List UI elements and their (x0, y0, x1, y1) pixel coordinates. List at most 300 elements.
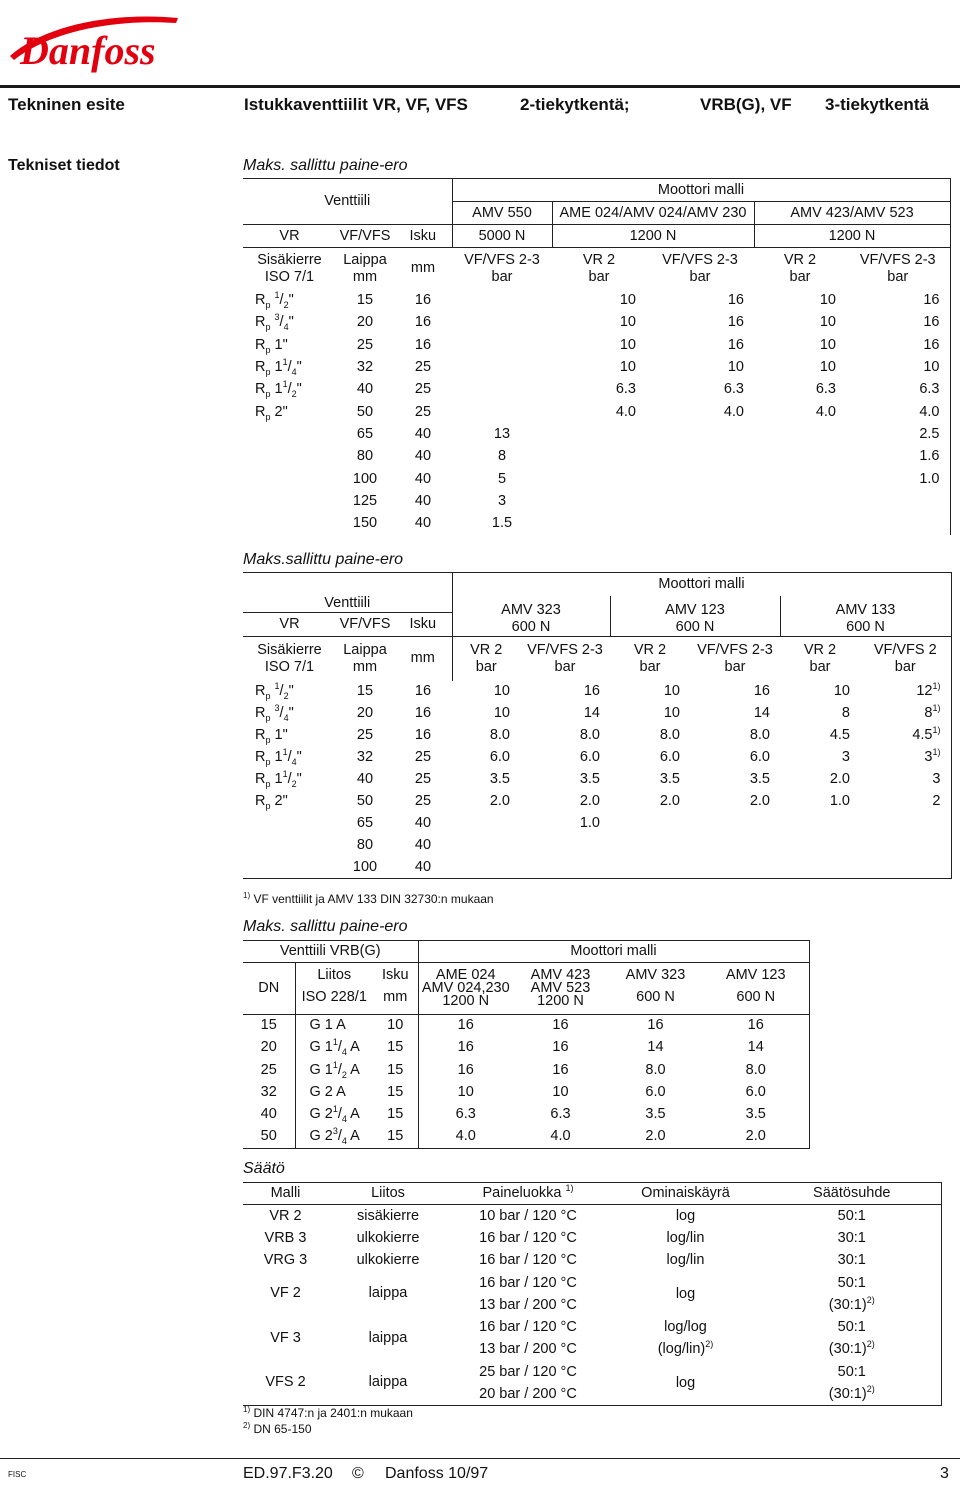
cell-connection: sisäkierre (356, 1207, 420, 1224)
table-row (243, 1081, 809, 1103)
cell-a: 2.0 (489, 793, 510, 809)
cell-e: 1.0 (846, 468, 950, 490)
cell-a: 1.5 (491, 515, 513, 532)
cell-a (452, 334, 552, 356)
col-internal-thread: Sisäkierre ISO 7/1 (243, 637, 336, 681)
thread-size: G 1 A (309, 1017, 346, 1034)
cell-a: 6.0 (489, 749, 510, 765)
cell-g (860, 747, 951, 769)
cell-g (860, 725, 951, 747)
size-whole: 1" (274, 336, 288, 353)
cell-d (754, 490, 846, 512)
col-characteristic: Ominaiskäyrä (608, 1183, 763, 1205)
size-sub: p (265, 300, 271, 311)
cell-d: 14 (703, 1037, 809, 1059)
cell-ratio (763, 1227, 941, 1249)
thread-tail: A (346, 1128, 360, 1145)
motor-header: Moottori malli (418, 941, 809, 963)
col-pressure: Paineluokka $^{1)}$ (448, 1183, 608, 1205)
table-row (243, 1249, 941, 1271)
size-cell: $R_p$ $1^1/_4$" (255, 747, 302, 767)
ratio-1: 30:1 (837, 1252, 866, 1269)
size-den: 4 (283, 712, 289, 723)
cell-stroke: 10 (387, 1017, 404, 1034)
cell-s: 40 (414, 425, 432, 442)
cell-s: 40 (394, 857, 452, 879)
ratio-1: 50:1 (837, 1319, 866, 1336)
cell-e: 6.3 (846, 379, 950, 401)
cell-c: 10 (663, 705, 680, 721)
size-den: 2 (283, 690, 289, 701)
size-post: " (288, 292, 294, 309)
cell-a: 10 (418, 1081, 513, 1103)
motor-amv423: AMV 423/AMV 523 (754, 202, 950, 225)
cell-c: 6.0 (645, 1084, 666, 1101)
ratio-2-note: 2) (866, 1339, 875, 1350)
char-1: log/lin (666, 1230, 705, 1247)
cell-d: 2.0 (703, 1126, 809, 1148)
cell-s: 25 (414, 359, 432, 376)
size-sub: p (265, 366, 271, 377)
cell-f: 40 (356, 381, 374, 398)
ratio-2: (30:1) (828, 1341, 867, 1358)
table1 (243, 178, 951, 535)
col-c1: VF/VFS 2-3 bar (464, 251, 540, 285)
cell-ratio (763, 1272, 941, 1317)
col-vr: VR (243, 613, 336, 637)
cell-f: 80 (356, 448, 374, 465)
col-flange: Laippa mm (336, 637, 394, 681)
col-stroke-mm: mm (394, 637, 452, 681)
col-c3: VF/VFS 2-3 bar (662, 251, 738, 285)
size-post: " (296, 771, 302, 787)
cell-f: 150 (352, 515, 378, 532)
cell-a (452, 813, 520, 835)
product-title: Istukkaventtiilit VR, VF, VFS (244, 95, 468, 114)
table-row (243, 769, 951, 791)
size-sub: p (265, 411, 271, 422)
motor-ame024: AME 024 AMV 024,230 1200 N (418, 963, 513, 1015)
char-1: log/lin (666, 1252, 705, 1269)
cell-d (754, 423, 846, 445)
cell-b: 4.0 (513, 1126, 608, 1148)
pressure-1: 16 bar / 120 °C (479, 1252, 577, 1269)
col-internal-thread: Sisäkierre ISO 7/1 (257, 251, 322, 285)
cell-s: 40 (414, 515, 432, 532)
cell-dn: 32 (243, 1081, 295, 1103)
col-c4: VR 2 bar (783, 251, 817, 285)
size-den: 2 (283, 300, 289, 311)
cell-e: 1.0 (829, 793, 850, 809)
motor-amv423: AMV 423 AMV 523 1200 N (513, 963, 608, 1015)
cell-a: 5 (497, 470, 507, 487)
thread-num: 1 (332, 1059, 338, 1070)
thread-den: 4 (341, 1047, 347, 1058)
cell-s: 25 (414, 381, 432, 398)
cell-d: 16 (753, 683, 770, 699)
ratio-1: 50:1 (837, 1363, 866, 1380)
cell-g-value: 8 (924, 705, 933, 721)
col-c2: VR 2 bar (582, 251, 616, 285)
cell-b: 6.3 (615, 381, 636, 398)
cell-pressure (448, 1361, 608, 1406)
size-whole: 1 (274, 749, 283, 765)
cell-s: 40 (414, 470, 432, 487)
size-den: 4 (291, 366, 297, 377)
cell-e: 10 (833, 683, 850, 699)
cell-b: 1.0 (579, 815, 600, 831)
cell-c (610, 835, 690, 857)
table-row (243, 791, 951, 813)
cell-e: 1.6 (846, 446, 950, 468)
cell-b (520, 835, 610, 857)
cell-ratio (763, 1316, 941, 1361)
cell-pressure (448, 1316, 608, 1361)
doc-type: Tekninen esite (8, 95, 125, 114)
pressure-1: 16 bar / 120 °C (479, 1319, 577, 1336)
cell-a: 4.0 (418, 1126, 513, 1148)
cell-c (610, 813, 690, 835)
size-whole: 1 (274, 381, 283, 398)
cell-c (610, 857, 690, 879)
motor-header: Moottori malli (452, 573, 951, 596)
cell-f: 65 (356, 425, 374, 442)
table2-caption: Maks.sallittu paine-ero (243, 551, 404, 568)
cell-f: 15 (356, 683, 374, 699)
char-1: log (675, 1374, 696, 1391)
cell-s: 16 (414, 336, 432, 353)
size-prefix: R (255, 749, 266, 765)
cell-s: 40 (414, 448, 432, 465)
cell-dn: 20 (243, 1037, 295, 1059)
cell-d (754, 446, 846, 468)
cell-c: 4.0 (723, 403, 744, 420)
cell-f: 25 (356, 727, 374, 743)
cell-f: 125 (352, 492, 378, 509)
cell-dn: 15 (243, 1015, 295, 1037)
cell-c: 6.0 (659, 749, 680, 765)
brand-date: Danfoss 10/97 (385, 1465, 489, 1482)
table1-caption: Maks. sallittu paine-ero (243, 157, 408, 174)
cell-b (552, 490, 646, 512)
cell-a: 8.0 (489, 727, 510, 743)
size-cell: $R_p$ $^3/_4$" (255, 312, 294, 333)
cell-b: 4.0 (615, 403, 636, 420)
cell-a (452, 290, 552, 312)
cell-b: 10 (619, 336, 636, 353)
cell-model: VF 2 (270, 1285, 301, 1302)
size-den: 4 (291, 756, 297, 767)
footer-rule (0, 1458, 960, 1459)
cell-e (780, 813, 860, 835)
cell-b: 6.3 (550, 1106, 571, 1123)
cell-d (690, 813, 780, 835)
char-2: (log/lin) (657, 1341, 706, 1358)
table4 (243, 1182, 942, 1406)
col-c0: VR 2 bar (452, 637, 520, 681)
table-row (243, 857, 951, 879)
ratio-1: 50:1 (837, 1274, 866, 1291)
cell-model: VF 3 (270, 1329, 301, 1346)
cell-s: 16 (414, 705, 432, 721)
cell-dn: 25 (243, 1059, 295, 1081)
cell-stroke: 15 (373, 1126, 418, 1148)
cell-c: 3.5 (645, 1106, 666, 1123)
cell-a: 8 (497, 448, 507, 465)
cell-a (452, 379, 552, 401)
cell-a (452, 835, 520, 857)
cell-d: 2.0 (749, 793, 770, 809)
thread-den: 2 (341, 1069, 347, 1080)
cell-connection: ulkokierre (356, 1251, 420, 1268)
cell-stroke: 15 (387, 1061, 404, 1078)
size-cell: $R_p$ $^1/_2$" (255, 681, 294, 701)
cell-e: 16 (846, 312, 950, 334)
cell-s: 16 (414, 292, 432, 309)
force-5000: 5000 N (452, 225, 552, 248)
char-1: log (675, 1208, 696, 1224)
cell-b (552, 423, 646, 445)
table3-caption: Maks. sallittu paine-ero (243, 918, 408, 935)
cell-f: 100 (352, 470, 378, 487)
cell-b (552, 446, 646, 468)
thread-size: G 2 (309, 1128, 333, 1145)
page-number: 3 (940, 1465, 949, 1482)
size-cell (243, 490, 336, 512)
cell-b: 10 (619, 314, 636, 331)
size-sub: p (265, 322, 271, 333)
cell-pressure (448, 1205, 608, 1228)
cell-d: 3.5 (703, 1104, 809, 1126)
venttiili-header: Venttiili (243, 179, 452, 225)
size-prefix: R (255, 314, 266, 331)
cell-a: 3 (497, 492, 507, 509)
char-1: log (675, 1285, 696, 1302)
table-row (243, 512, 950, 534)
size-cell: $R_p$ $^1/_2$" (255, 290, 294, 311)
table-row (243, 446, 950, 468)
cell-b: 16 (552, 1061, 569, 1078)
cell-b (552, 468, 646, 490)
cell-b: 14 (583, 705, 600, 721)
col-c1: VF/VFS 2-3 bar (520, 637, 610, 681)
table-row (243, 1059, 809, 1081)
cell-dn: 50 (243, 1126, 295, 1148)
cell-g (860, 681, 951, 703)
cell-d: 6.0 (703, 1081, 809, 1103)
cell-d: 14 (753, 705, 770, 721)
cell-f: 50 (356, 403, 374, 420)
cell-s: 25 (414, 403, 432, 420)
cell-g-note: 1) (932, 725, 941, 736)
size-cell (243, 813, 336, 835)
cell-b (552, 512, 646, 534)
cell-c: 8.0 (659, 727, 680, 743)
size-cell (243, 835, 336, 857)
col-stroke: Isku (394, 225, 452, 248)
cell-f: 32 (356, 749, 374, 765)
col-stroke-mm: mm (410, 260, 436, 277)
thread-tail: A (346, 1106, 360, 1123)
table-row (243, 725, 951, 747)
size-post: " (296, 381, 302, 398)
motor-amv323: AMV 323 600 N (608, 963, 703, 1015)
cell-c: 3.5 (659, 771, 680, 787)
size-den: 4 (283, 322, 289, 333)
ratio-2: (30:1) (828, 1296, 867, 1313)
size-post: " (296, 359, 302, 376)
cell-a (452, 857, 520, 879)
cell-f: 100 (336, 857, 394, 879)
cell-d: 10 (819, 359, 836, 376)
cell-a: 10 (493, 683, 510, 699)
cell-d: 10 (819, 336, 836, 353)
size-cell: $R_p$ $1^1/_4$" (255, 357, 302, 377)
size-sub: p (265, 800, 271, 811)
cell-connection: laippa (368, 1329, 408, 1346)
pressure-2: 20 bar / 200 °C (479, 1385, 577, 1402)
cell-g-note: 1) (932, 747, 941, 758)
thread-tail: A (346, 1039, 360, 1056)
cell-s: 25 (414, 749, 432, 765)
size-sub: p (265, 778, 271, 789)
size-cell (243, 512, 336, 534)
cell-c: 10 (663, 683, 680, 699)
thread-den: 4 (341, 1114, 347, 1125)
thread-size: G 2 A (309, 1084, 346, 1101)
cell-d: 6.0 (749, 749, 770, 765)
cell-g-value: 3 (932, 771, 941, 787)
size-sub: p (265, 712, 271, 723)
cell-f: 20 (356, 314, 374, 331)
cell-a (452, 401, 552, 423)
cell-a: 6.3 (418, 1104, 513, 1126)
cell-e (780, 835, 860, 857)
cell-s: 40 (414, 815, 432, 831)
size-sub: p (265, 344, 271, 355)
pressure-1: 10 bar / 120 °C (479, 1208, 577, 1224)
copyright-icon: © (352, 1465, 364, 1482)
cell-connection (295, 1015, 373, 1037)
table-row (243, 1272, 941, 1317)
cell-c: 8.0 (645, 1061, 666, 1078)
table4-footnote-2: $^{2)}$ DN 65-150 (243, 1421, 312, 1436)
cell-g (860, 835, 951, 857)
table-row (243, 1205, 941, 1228)
cell-g (860, 813, 951, 835)
cell-e (780, 857, 860, 879)
cell-f: 65 (356, 815, 374, 831)
thread-num: 1 (332, 1104, 338, 1115)
size-num: 1 (282, 357, 288, 368)
table-row (243, 334, 950, 356)
table2 (243, 572, 952, 879)
size-cell (243, 468, 336, 490)
size-num: 3 (274, 312, 280, 323)
size-sub: p (265, 734, 271, 745)
cell-e: 2.5 (846, 423, 950, 445)
table-row (243, 356, 950, 378)
cell-c: 14 (647, 1039, 664, 1056)
table-row (243, 747, 951, 769)
cell-c (646, 512, 754, 534)
size-num: 1 (274, 290, 280, 301)
col-stroke: Isku mm (373, 963, 418, 1015)
cell-b: 6.0 (579, 749, 600, 765)
size-sub: p (265, 690, 271, 701)
cell-stroke: 15 (387, 1039, 404, 1056)
size-prefix: R (255, 359, 266, 376)
cell-e: 3 (841, 749, 850, 765)
ratio-2-note: 2) (866, 1383, 875, 1394)
size-prefix: R (255, 683, 266, 699)
size-prefix: R (255, 381, 266, 398)
cell-connection: G $1^1/_4$ A (309, 1037, 360, 1058)
force-1200-b: 1200 N (754, 225, 950, 248)
cell-f: 20 (356, 705, 374, 721)
table4-caption: Säätö (243, 1160, 285, 1177)
cell-ratio (763, 1249, 941, 1271)
col-c2: VR 2 bar (610, 637, 690, 681)
product-title-3: VRB(G), VF (700, 95, 792, 114)
cell-stroke: 15 (387, 1106, 404, 1123)
cell-a: 3.5 (489, 771, 510, 787)
section-label: Tekniset tiedot (8, 157, 120, 174)
cell-f: 80 (356, 837, 374, 853)
pressure-2: 13 bar / 200 °C (479, 1296, 577, 1313)
col-connection: Liitos ISO 228/1 (295, 963, 373, 1015)
table2-footnote: $^{1)}$ VF venttiilit ja AMV 133 DIN 32730:n mukaan (243, 891, 494, 906)
cell-g (860, 703, 951, 725)
size-whole: 1 (274, 359, 283, 376)
cell-b (520, 857, 610, 879)
cell-e: 10 (846, 356, 950, 378)
cell-s: 40 (414, 492, 432, 509)
ratio-1: 30:1 (837, 1230, 866, 1247)
motor-header: Moottori malli (452, 179, 950, 202)
cell-model: VR 2 (269, 1207, 302, 1224)
cell-e: 4.0 (846, 401, 950, 423)
cell-connection: ulkokierre (356, 1229, 420, 1246)
cell-e: 2.0 (829, 771, 850, 787)
col-vr: VR (243, 225, 336, 248)
col-flange: Laippa mm (343, 251, 387, 285)
char-2-note: 2) (705, 1339, 714, 1350)
thread-tail: A (346, 1061, 360, 1078)
table-row (243, 835, 951, 857)
cell-b: 10 (619, 292, 636, 309)
table-row (243, 813, 951, 835)
cell-f: 15 (356, 292, 374, 309)
cell-b: 3.5 (579, 771, 600, 787)
size-num: 1 (274, 681, 280, 692)
table-row (243, 312, 950, 334)
motor-amv550: AMV 550 (452, 202, 552, 225)
cell-c: 16 (727, 336, 744, 353)
cell-a (452, 356, 552, 378)
cell-b: 8.0 (579, 727, 600, 743)
size-den: 2 (291, 389, 297, 400)
col-c3: VF/VFS 2-3 bar (690, 637, 780, 681)
cell-c (646, 490, 754, 512)
size-cell (243, 725, 336, 747)
table-row (243, 1037, 809, 1059)
size-cell (243, 446, 336, 468)
thread-num: 3 (332, 1126, 338, 1137)
cell-d (754, 468, 846, 490)
size-post: " (288, 705, 294, 721)
size-prefix: R (255, 292, 266, 309)
